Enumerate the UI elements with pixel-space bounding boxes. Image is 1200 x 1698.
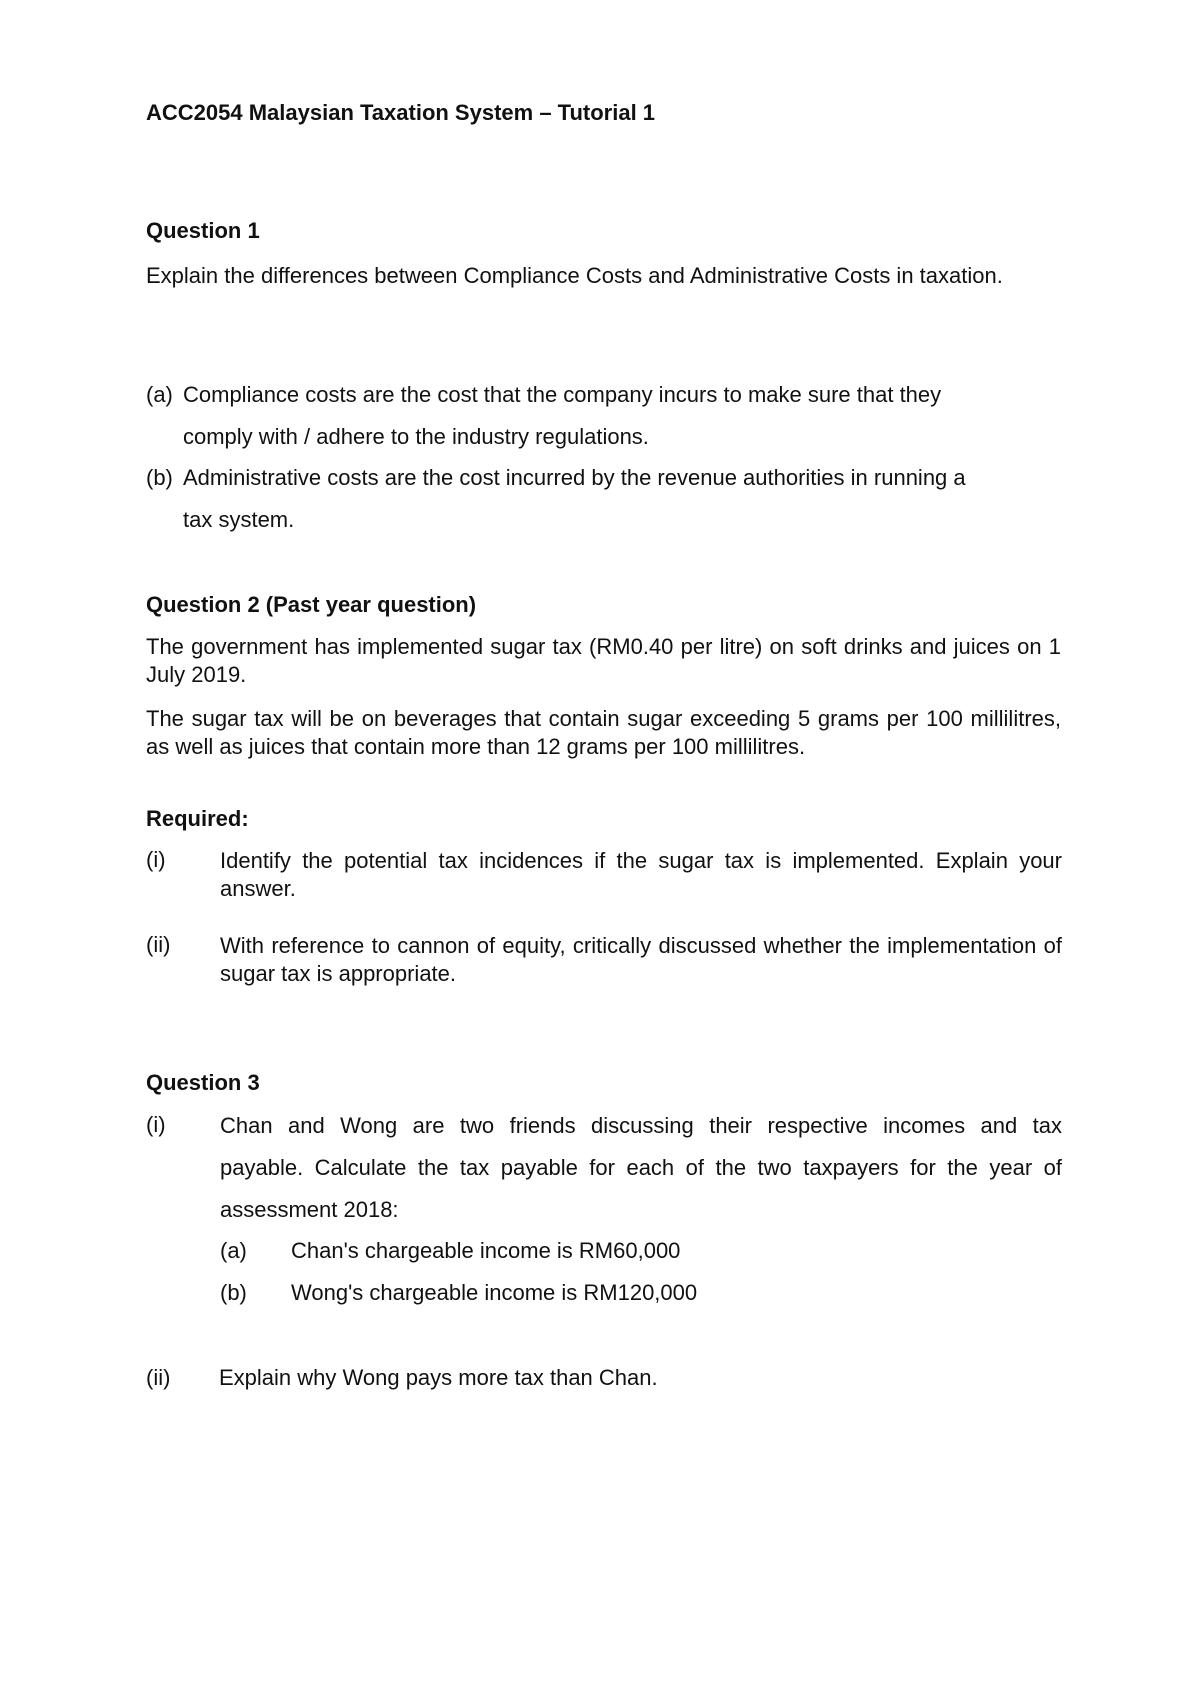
q3-item-i-line-2: payable. Calculate the tax payable for each of the two taxpayers for the year of: [220, 1155, 1062, 1180]
q3-subitem-b-text: Wong's chargeable income is RM120,000: [291, 1280, 698, 1305]
question-2-heading: Question 2 (Past year question): [146, 592, 477, 617]
item-ii-text: With reference to cannon of equity, critically discussed whether the implementation of sugar tax is appropriate.: [220, 933, 1062, 986]
q3-item-i-label: (i): [146, 1112, 166, 1137]
question-3-heading: Question 3: [146, 1070, 260, 1095]
item-ii-label: (ii): [146, 932, 171, 957]
q3-item-ii-text: Explain why Wong pays more tax than Chan.: [219, 1365, 658, 1390]
question-2-paragraph-2: The sugar tax will be on beverages that contain sugar exceeding 5 grams per 100 millilitres, as well as juices that contain more than 12 grams per 100 millilitres.: [146, 706, 1061, 759]
answer-a-line-2: comply with / adhere to the industry regulations.: [183, 424, 649, 449]
answer-b-line-2: tax system.: [183, 507, 295, 532]
q3-subitem-b-label: (b): [220, 1280, 247, 1305]
required-label: Required:: [146, 806, 249, 831]
q3-item-ii-label: (ii): [146, 1365, 171, 1390]
answer-b-line-1: Administrative costs are the cost incurred by the revenue authorities in running a: [183, 465, 966, 490]
q3-subitem-a-label: (a): [220, 1238, 247, 1263]
q3-item-i-line-3: assessment 2018:: [220, 1197, 399, 1222]
item-i-text: Identify the potential tax incidences if the sugar tax is implemented. Explain your answer.: [220, 848, 1062, 901]
item-i-label: (i): [146, 847, 166, 872]
q3-subitem-a-text: Chan's chargeable income is RM60,000: [291, 1238, 681, 1263]
q3-item-i-line-1: Chan and Wong are two friends discussing their respective incomes and tax: [220, 1113, 1062, 1138]
answer-a-label: (a): [146, 382, 173, 407]
answer-a-line-1: Compliance costs are the cost that the company incurs to make sure that they: [183, 382, 942, 407]
answer-b-label: (b): [146, 465, 173, 490]
question-1-heading: Question 1: [146, 218, 260, 243]
document-title: ACC2054 Malaysian Taxation System – Tutorial 1: [146, 100, 656, 125]
question-1-prompt: Explain the differences between Compliance Costs and Administrative Costs in taxation.: [146, 263, 1003, 288]
question-2-paragraph-1: The government has implemented sugar tax (RM0.40 per litre) on soft drinks and juices on 1 July 2019.: [146, 634, 1061, 687]
